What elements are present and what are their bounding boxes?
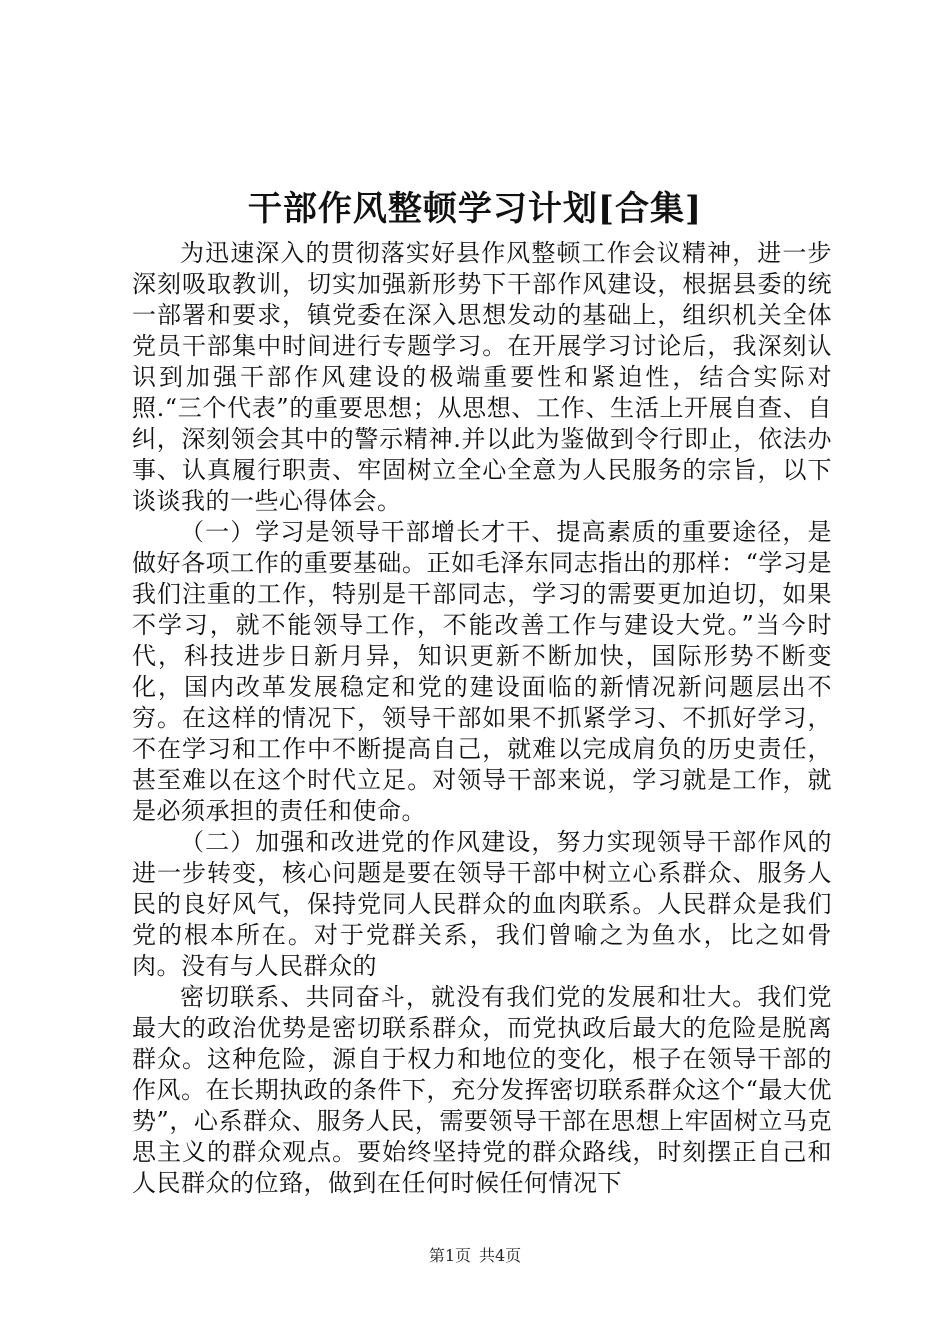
document-body	[132, 238, 832, 1199]
paragraph-one: （一）学习是领导干部增长才干、提高素质的重要途径，是做好各项工作的重要基础。正如毛泽东同志指出的那样：“学习是我们注重的工作，特别是干部同志，学习的需要更加迫切，如果不学习，就不能领导工作，不能改善工作与建设大党。”当今时代，科技进步日新月异，知识更新不断加快，国际形势不断变化，国内改革发展稳定和党的建设面临的新情况新问题层出不穷。在这样的情况下，领导干部如果不抓紧学习、不抓好学习，不在学习和工作中不断提高自己，就难以完成肩负的历史责任，甚至难以在这个时代立足。对领导干部来说，学习就是工作，就是必须承担的责任和使命。	[132, 518, 832, 825]
page-total: 共4页	[479, 1246, 522, 1265]
document-title: 干部作风整顿学习计划[合集]	[247, 189, 703, 229]
paragraph-continued: 密切联系、共同奋斗，就没有我们党的发展和壮大。我们党最大的政治优势是密切联系群众，而党执政后最大的危险是脱离群众。这种危险，源自于权力和地位的变化，根子在领导干部的作风。在长期执政的条件下，充分发挥密切联系群众这个“最大优势”，心系群众、服务人民，需要领导干部在思想上牢固树立马克思主义的群众观点。要始终坚持党的群众路线，时刻摆正自己和人民群众的位臵，做到在任何时候任何情况下	[132, 983, 832, 1197]
paragraph-two: （二）加强和改进党的作风建设，努力实现领导干部作风的进一步转变，核心问题是要在领导干部中树立心系群众、服务人民的良好风气，保持党同人民群众的血肉联系。人民群众是我们党的根本所在。对于党群关系，我们曾喻之为鱼水，比之如骨肉。没有与人民群众的	[132, 828, 832, 980]
page-number: 第1页	[428, 1246, 471, 1265]
paragraph-intro: 为迅速深入的贯彻落实好县作风整顿工作会议精神，进一步深刻吸取教训，切实加强新形势下干部作风建设，根据县委的统一部署和要求，镇党委在深入思想发动的基础上，组织机关全体党员干部集中时间进行专题学习。在开展学习讨论后，我深刻认识到加强干部作风建设的极端重要性和紧迫性，结合实际对照.“三个代表”的重要思想；从思想、工作、生活上开展自查、自纠，深刻领会其中的警示精神.并以此为鉴做到令行即止，依法办事、认真履行职责、牢固树立全心全意为人民服务的宗旨，以下谈谈我的一些心得体会。	[132, 239, 832, 515]
page-footer	[0, 1244, 950, 1268]
